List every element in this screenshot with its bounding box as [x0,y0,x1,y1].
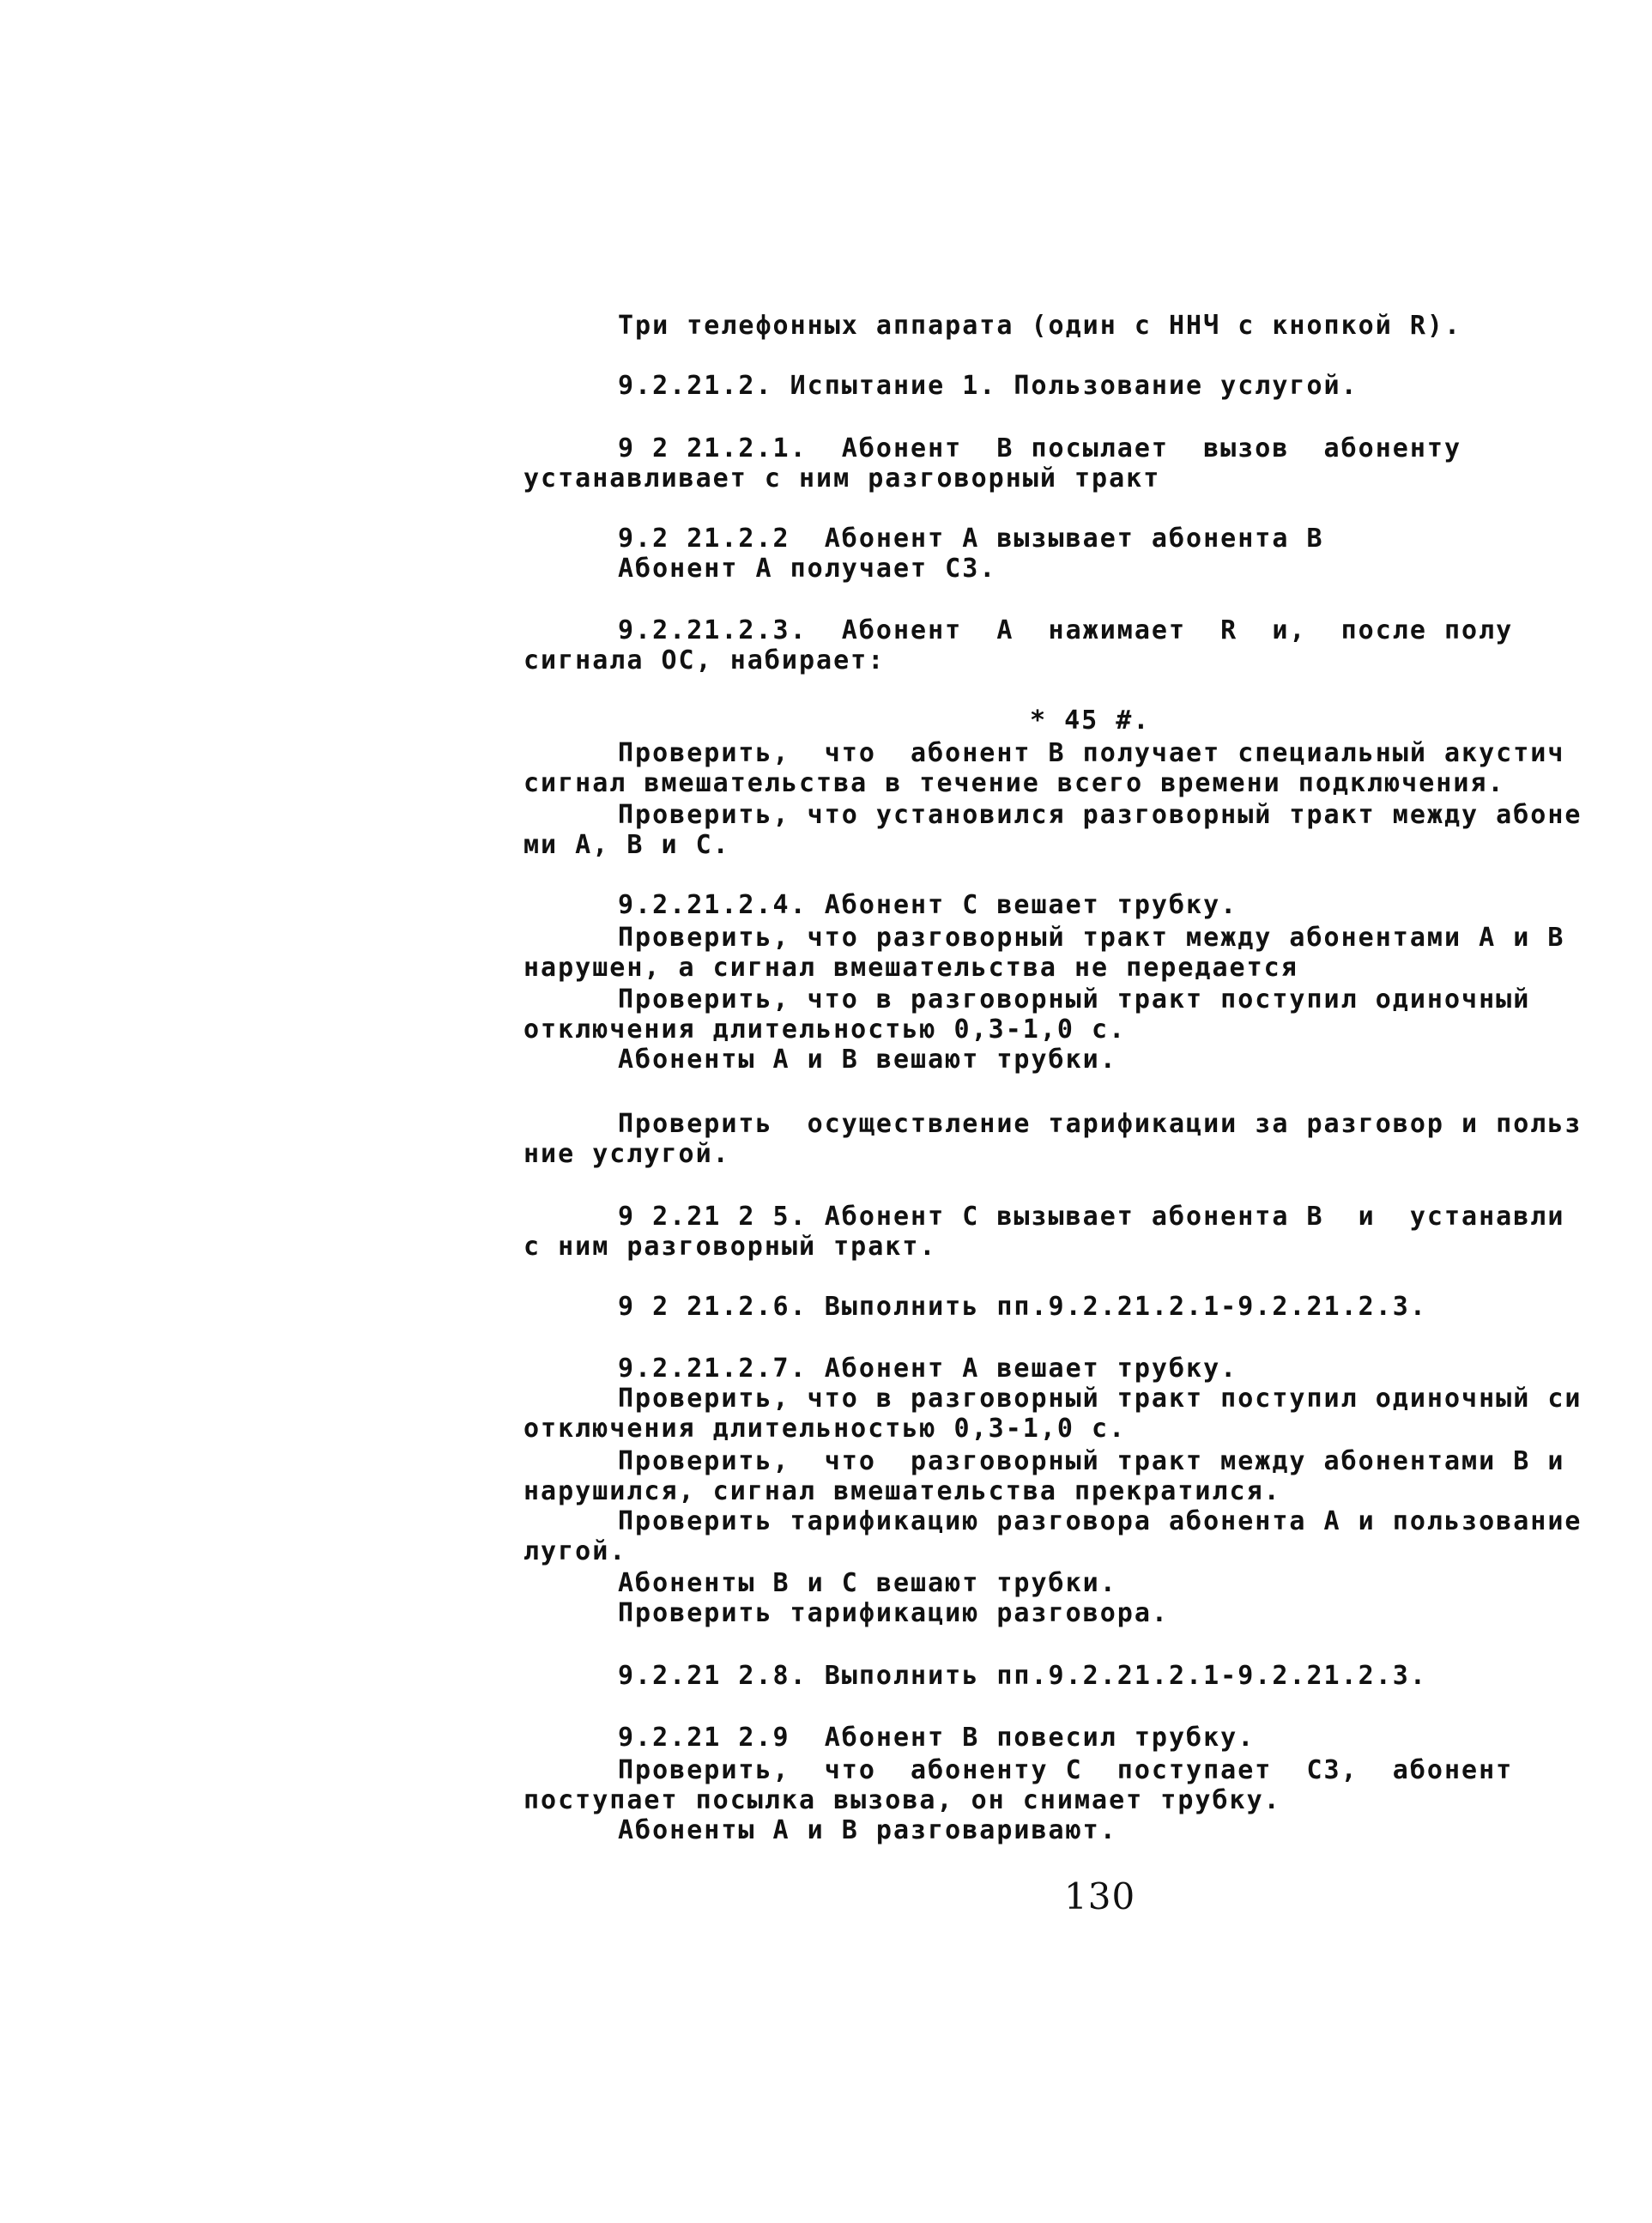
text-line: 9.2.21.2. Испытание 1. Пользование услугой. [618,371,1359,401]
text-line: ми A, B и C. [523,830,730,860]
text-line: Проверить, что разговорный тракт между абонентами B и [618,1446,1565,1476]
text-line: 9 2.21 2 5. Абонент C вызывает абонента B и устанавли [618,1202,1565,1232]
text-line: отключения длительностью 0,3-1,0 с. [523,1414,1127,1444]
text-line: сигнал вмешательства в течение всего времени подключения. [523,768,1505,798]
text-line: с ним разговорный тракт. [523,1232,937,1262]
page-number: 130 [1064,1875,1136,1917]
text-line: 9.2.21.2.4. Абонент C вешает трубку. [618,890,1238,920]
text-line: Три телефонных аппарата (один с ННЧ с кнопкой R). [618,311,1462,341]
text-line: Абонент A получает СЗ. [618,554,997,584]
text-line: поступает посылка вызова, он снимает трубку. [523,1785,1281,1815]
text-line: 9.2.21.2.3. Абонент A нажимает R и, после полу [618,615,1514,645]
text-line: Проверить, что установился разговорный тракт между абоне [618,800,1582,830]
text-line: Проверить, что абоненту C поступает СЗ, абонент [618,1755,1514,1785]
text-line: Абоненты B и C вешают трубки. [618,1568,1117,1598]
text-line: Абоненты A и B разговаривают. [618,1815,1117,1845]
text-line: Проверить, что разговорный тракт между абонентами A и B [618,923,1565,953]
text-line: Проверить тарификацию разговора. [618,1598,1169,1628]
text-line: Проверить осуществление тарификации за разговор и польз [618,1109,1582,1139]
text-line: ние услугой. [523,1139,730,1169]
text-line: * 45 #. [1030,706,1151,736]
text-line: устанавливает с ним разговорный тракт [523,463,1161,494]
text-line: нарушился, сигнал вмешательства прекратился. [523,1476,1281,1506]
text-line: отключения длительностью 0,3-1,0 с. [523,1015,1127,1045]
text-line: Проверить, что в разговорный тракт поступил одиночный [618,984,1531,1015]
text-line: Проверить, что в разговорный тракт поступил одиночный си [618,1384,1582,1414]
text-line: 9.2.21 2.8. Выполнить пп.9.2.21.2.1-9.2.21.2.3. [618,1661,1427,1691]
text-line: Абоненты A и B вешают трубки. [618,1045,1117,1075]
text-line: Проверить, что абонент B получает специальный акустич [618,738,1565,768]
text-line: 9 2 21.2.6. Выполнить пп.9.2.21.2.1-9.2.21.2.3. [618,1292,1427,1322]
text-line: лугой. [523,1536,627,1566]
text-line: Проверить тарификацию разговора абонента A и пользование [618,1506,1582,1536]
text-line: нарушен, а сигнал вмешательства не передается [523,953,1298,983]
text-line: 9 2 21.2.1. Абонент B посылает вызов абоненту [618,433,1462,463]
text-line: 9.2 21.2.2 Абонент A вызывает абонента B [618,524,1324,554]
text-line: 9.2.21 2.9 Абонент B повесил трубку. [618,1723,1256,1753]
text-line: 9.2.21.2.7. Абонент A вешает трубку. [618,1354,1238,1384]
text-line: сигнала ОС, набирает: [523,645,886,675]
